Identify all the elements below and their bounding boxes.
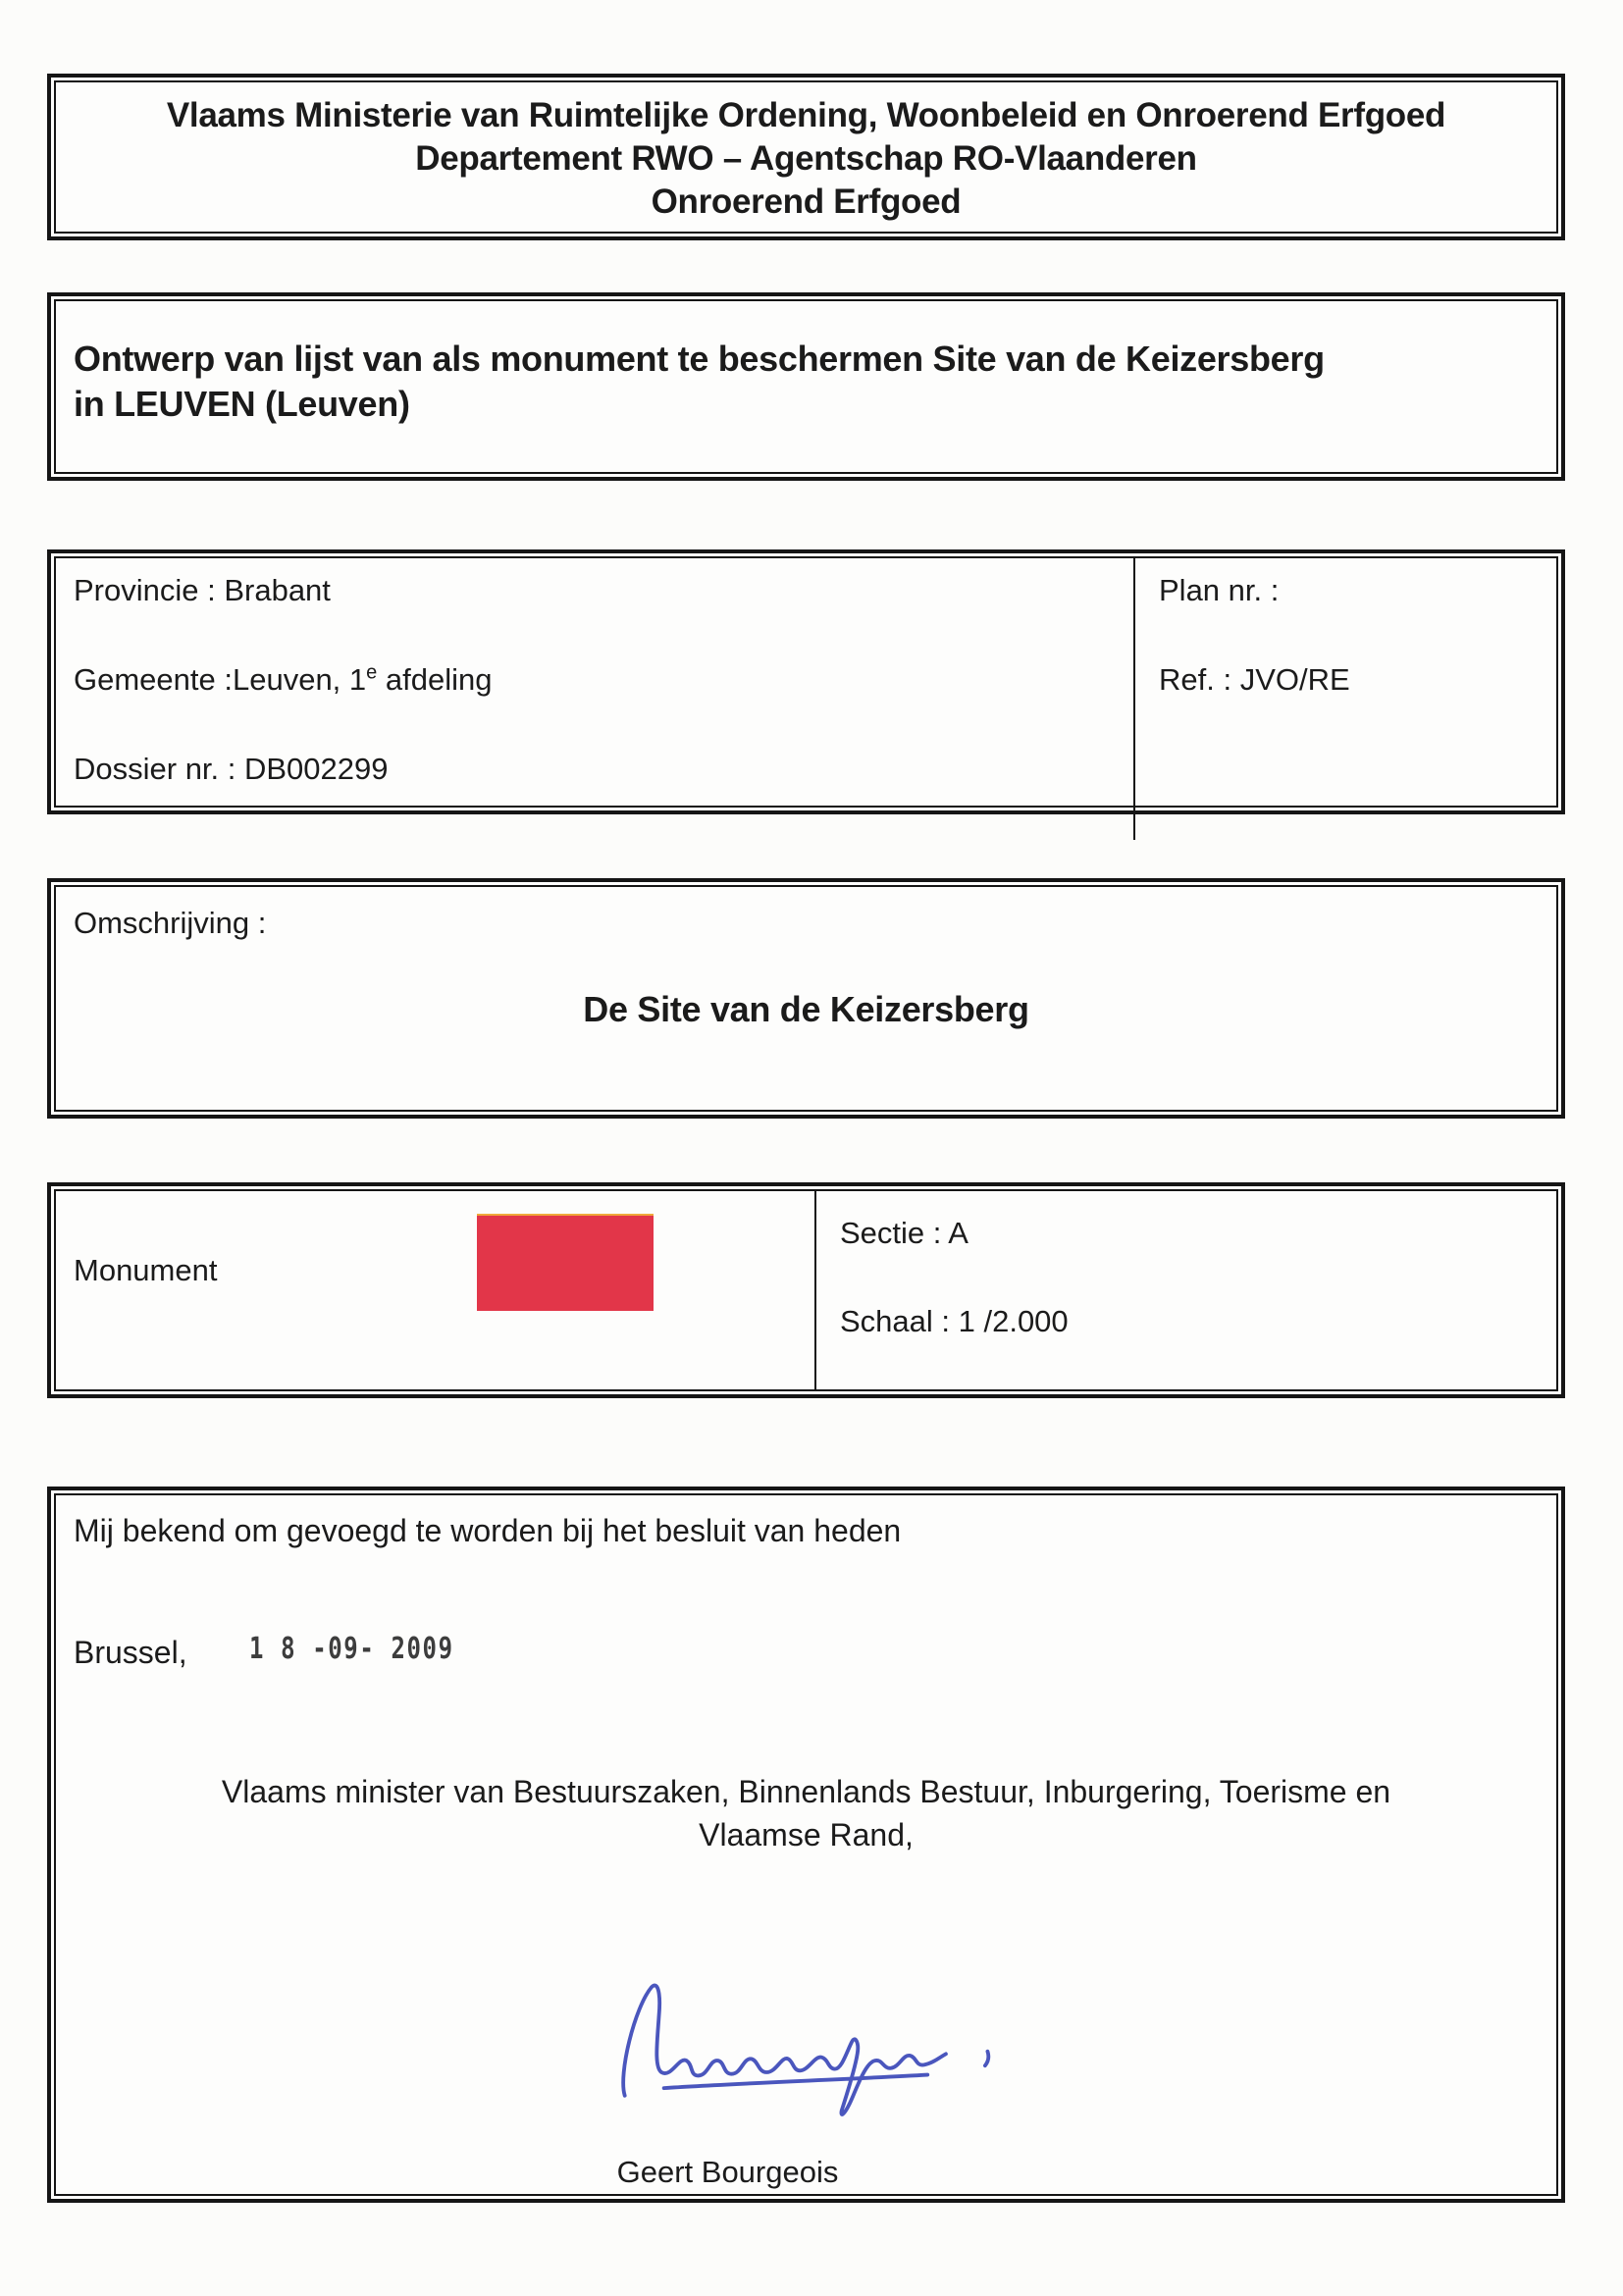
signature-svg bbox=[532, 1972, 1081, 2139]
document-title-line-2: in LEUVEN (Leuven) bbox=[74, 384, 410, 424]
header-line-3: Onroerend Erfgoed bbox=[651, 183, 962, 221]
header-line-2: Departement RWO – Agentschap RO-Vlaanderen bbox=[415, 139, 1197, 178]
header-box bbox=[47, 74, 1565, 240]
document-title-line-1: Ontwerp van lijst van als monument te beschermen Site van de Keizersberg bbox=[74, 339, 1325, 379]
gemeente-superscript: e bbox=[366, 661, 378, 684]
decree-statement: Mij bekend om gevoegd te worden bij het besluit van heden bbox=[74, 1513, 902, 1548]
monument-right-cell bbox=[814, 1191, 1556, 1391]
signer-name: Geert Bourgeois bbox=[616, 2155, 839, 2189]
omschrijving-label: Omschrijving : bbox=[74, 906, 267, 940]
info-right-column bbox=[1133, 558, 1556, 840]
monument-label: Monument bbox=[74, 1253, 218, 1287]
handwritten-signature bbox=[532, 1972, 1081, 2139]
gemeente-prefix: Gemeente :Leuven, 1 bbox=[74, 662, 367, 697]
monument-left-cell bbox=[56, 1191, 814, 1391]
minister-title-line-2: Vlaamse Rand, bbox=[699, 1817, 914, 1852]
date-stamp: 1 8 -09- 2009 bbox=[249, 1632, 455, 1666]
schaal-field: Schaal : 1 /2.000 bbox=[840, 1304, 1069, 1338]
monument-color-swatch bbox=[477, 1214, 654, 1311]
omschrijving-box-inner bbox=[54, 885, 1558, 1112]
site-title: De Site van de Keizersberg bbox=[583, 989, 1029, 1029]
title-box bbox=[47, 292, 1565, 481]
info-box-inner bbox=[54, 556, 1558, 808]
place-date-row bbox=[56, 1631, 1556, 1676]
info-left-column bbox=[56, 558, 1133, 840]
sectie-field: Sectie : A bbox=[840, 1216, 969, 1250]
signature-box bbox=[47, 1487, 1565, 2203]
title-box-inner bbox=[54, 299, 1558, 474]
plan-nr-field: Plan nr. : bbox=[1159, 573, 1280, 607]
monument-box bbox=[47, 1182, 1565, 1398]
signature-stroke bbox=[623, 1985, 988, 2113]
signature-box-inner bbox=[54, 1493, 1558, 2196]
info-box bbox=[47, 549, 1565, 814]
omschrijving-box bbox=[47, 878, 1565, 1119]
gemeente-field bbox=[74, 661, 1133, 699]
ref-field: Ref. : JVO/RE bbox=[1159, 662, 1350, 697]
minister-title bbox=[56, 1770, 1556, 1856]
minister-title-line-1: Vlaams minister van Bestuurszaken, Binnenlands Bestuur, Inburgering, Toerisme en bbox=[221, 1774, 1391, 1809]
dossier-field: Dossier nr. : DB002299 bbox=[74, 752, 389, 786]
provincie-field: Provincie : Brabant bbox=[74, 573, 331, 607]
header-box-inner bbox=[54, 80, 1558, 234]
city-label: Brussel, bbox=[74, 1635, 187, 1670]
gemeente-suffix: afdeling bbox=[377, 662, 493, 697]
header-line-1: Vlaams Ministerie van Ruimtelijke Ordening, Woonbeleid en Onroerend Erfgoed bbox=[166, 96, 1446, 134]
document-title bbox=[56, 301, 1556, 427]
monument-box-inner bbox=[54, 1189, 1558, 1391]
